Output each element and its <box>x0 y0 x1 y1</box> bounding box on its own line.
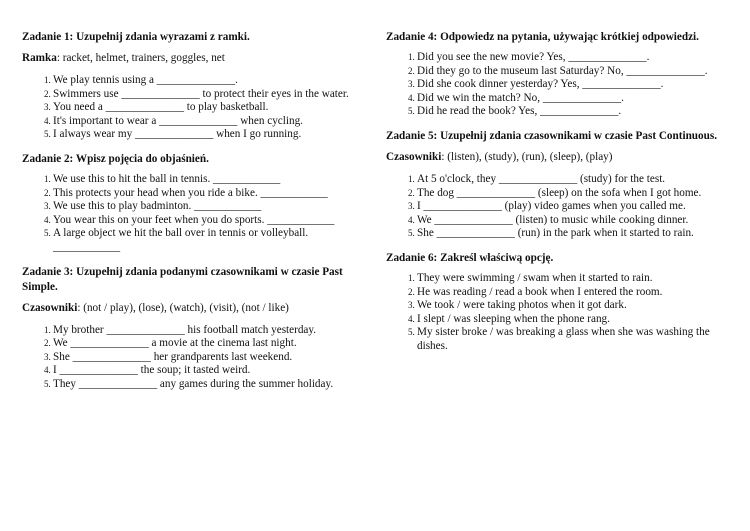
task-5-list <box>386 173 731 241</box>
list-item: 4. I slept / was sleeping when the phone rang. <box>417 313 731 327</box>
right-column <box>386 30 731 364</box>
list-item: 3. We took / were taking photos when it got dark. <box>417 299 731 313</box>
task-6-title: Zadanie 6: Zakreśl właściwą opcję. <box>386 251 554 264</box>
list-item: 1. We use this to hit the ball in tennis. ____________ <box>53 173 367 187</box>
verbs-label: Czasowniki <box>22 301 78 314</box>
list-item: 2. This protects your head when you ride a bike. ____________ <box>53 187 367 201</box>
list-item: 3. Did she cook dinner yesterday? Yes, ______________. <box>417 78 731 92</box>
verbs-list: : (not / play), (lose), (watch), (visit), (not / like) <box>77 301 289 314</box>
task-1-list <box>22 74 367 142</box>
task-6-list <box>386 272 731 354</box>
list-item: 4. It's important to wear a ______________ when cycling. <box>53 115 367 129</box>
list-item: 3. I ______________ (play) video games when you called me. <box>417 200 731 214</box>
list-item: 3. You need a ______________ to play basketball. <box>53 101 367 115</box>
verbs-line <box>22 301 367 316</box>
task-1 <box>22 30 367 142</box>
list-item: 1. At 5 o'clock, they ______________ (study) for the test. <box>417 173 731 187</box>
list-item: 2. Swimmers use ______________ to protect their eyes in the water. <box>53 88 367 102</box>
task-4 <box>386 30 731 119</box>
list-item: 4. Did we win the match? No, ______________. <box>417 92 731 106</box>
list-item: 5. A large object we hit the ball over in tennis or volleyball. ____________ <box>53 227 367 254</box>
task-5 <box>386 129 731 241</box>
left-column <box>22 30 367 402</box>
word-box-label: Ramka <box>22 52 57 64</box>
list-item: 4. We ______________ (listen) to music while cooking dinner. <box>417 214 731 228</box>
list-item: 4. You wear this on your feet when you do sports. ____________ <box>53 214 367 228</box>
task-5-title: Zadanie 5: Uzupełnij zdania czasownikami w czasie Past Continuous. <box>386 129 717 142</box>
list-item: 2. We ______________ a movie at the cinema last night. <box>53 337 367 351</box>
task-4-title: Zadanie 4: Odpowiedz na pytania, używając krótkiej odpowiedzi. <box>386 31 699 43</box>
task-3-list <box>22 324 367 392</box>
list-item: 2. Did they go to the museum last Saturday? No, ______________. <box>417 65 731 79</box>
verbs-list: : (listen), (study), (run), (sleep), (play) <box>441 150 613 163</box>
task-3 <box>22 265 367 392</box>
list-item: 5. They ______________ any games during the summer holiday. <box>53 378 367 392</box>
list-item: 3. She ______________ her grandparents last weekend. <box>53 351 367 365</box>
task-2-list <box>22 173 367 255</box>
task-1-title: Zadanie 1: Uzupełnij zdania wyrazami z ramki. <box>22 31 250 43</box>
verbs-label: Czasowniki <box>386 150 442 163</box>
list-item: 5. My sister broke / was breaking a glass when she was washing the dishes. <box>417 326 731 353</box>
word-box <box>22 51 367 66</box>
list-item: 1. They were swimming / swam when it started to rain. <box>417 272 731 286</box>
list-item: 2. He was reading / read a book when I entered the room. <box>417 286 731 300</box>
list-item: 1. My brother ______________ his football match yesterday. <box>53 324 367 338</box>
list-item: 2. The dog ______________ (sleep) on the sofa when I got home. <box>417 187 731 201</box>
task-6 <box>386 251 731 354</box>
list-item: 5. I always wear my ______________ when I go running. <box>53 128 367 142</box>
task-2 <box>22 152 367 255</box>
list-item: 1. We play tennis using a ______________. <box>53 74 367 88</box>
word-box-words: : racket, helmet, trainers, goggles, net <box>56 52 225 64</box>
task-3-title: Zadanie 3: Uzupełnij zdania podanymi czasownikami w czasie Past Simple. <box>22 265 343 293</box>
task-4-list <box>386 51 731 119</box>
list-item: 5. Did he read the book? Yes, ______________. <box>417 105 731 119</box>
verbs-line <box>386 150 731 165</box>
list-item: 5. She ______________ (run) in the park when it started to rain. <box>417 227 731 241</box>
task-2-title: Zadanie 2: Wpisz pojęcia do objaśnień. <box>22 152 209 165</box>
list-item: 4. I ______________ the soup; it tasted weird. <box>53 364 367 378</box>
list-item: 1. Did you see the new movie? Yes, ______________. <box>417 51 731 65</box>
list-item: 3. We use this to play badminton. ____________ <box>53 200 367 214</box>
